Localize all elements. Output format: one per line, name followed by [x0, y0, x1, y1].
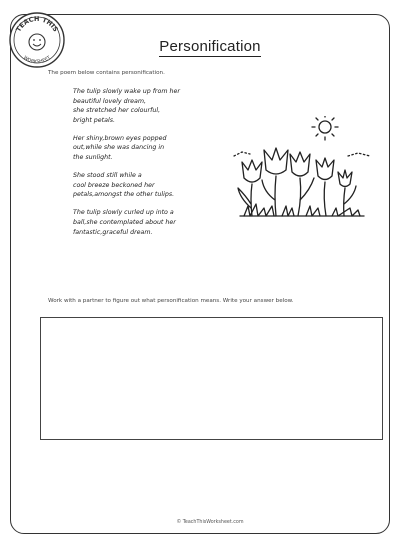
- poem-line: She stood still while a: [73, 172, 142, 180]
- poem-stanza: [73, 87, 243, 125]
- poem-line: bright petals.: [73, 116, 116, 124]
- page-title-text: Personification: [159, 38, 261, 55]
- instruction-text: Work with a partner to figure out what personification means. Write your answer below.: [48, 298, 294, 304]
- answer-box[interactable]: [40, 317, 383, 440]
- poem-line: beautiful lovely dream,: [73, 97, 147, 105]
- intro-text: The poem below contains personification.: [48, 70, 165, 76]
- poem: [73, 87, 243, 246]
- poem-line: the sunlight.: [73, 154, 113, 162]
- logo-top-text: TEACH THIS: [14, 14, 60, 34]
- sun-icon: [312, 116, 338, 140]
- poem-line: The tulip slowly curled up into a: [73, 209, 174, 217]
- poem-stanza: [73, 171, 243, 200]
- poem-line: she stretched her colourful,: [73, 107, 161, 115]
- poem-line: out,while she was dancing in: [73, 144, 165, 152]
- page-title: [0, 38, 420, 55]
- poem-stanza: [73, 134, 243, 163]
- poem-line: ball,she contemplated about her: [73, 219, 176, 227]
- poem-line: The tulip slowly wake up from her: [73, 88, 180, 95]
- logo-bottom-text: WORKSHEET: [22, 55, 52, 66]
- poem-line: fantastic,graceful dream.: [73, 228, 153, 236]
- poem-stanza: [73, 208, 243, 237]
- poem-line: cool breeze beckoned her: [73, 181, 155, 189]
- poem-line: Her shiny,brown eyes popped: [73, 134, 167, 142]
- poem-line: petals,amongst the other tulips.: [73, 191, 175, 199]
- tulips-illustration: [230, 116, 380, 224]
- footer-copyright: © TeachThisWorksheet.com: [176, 520, 244, 525]
